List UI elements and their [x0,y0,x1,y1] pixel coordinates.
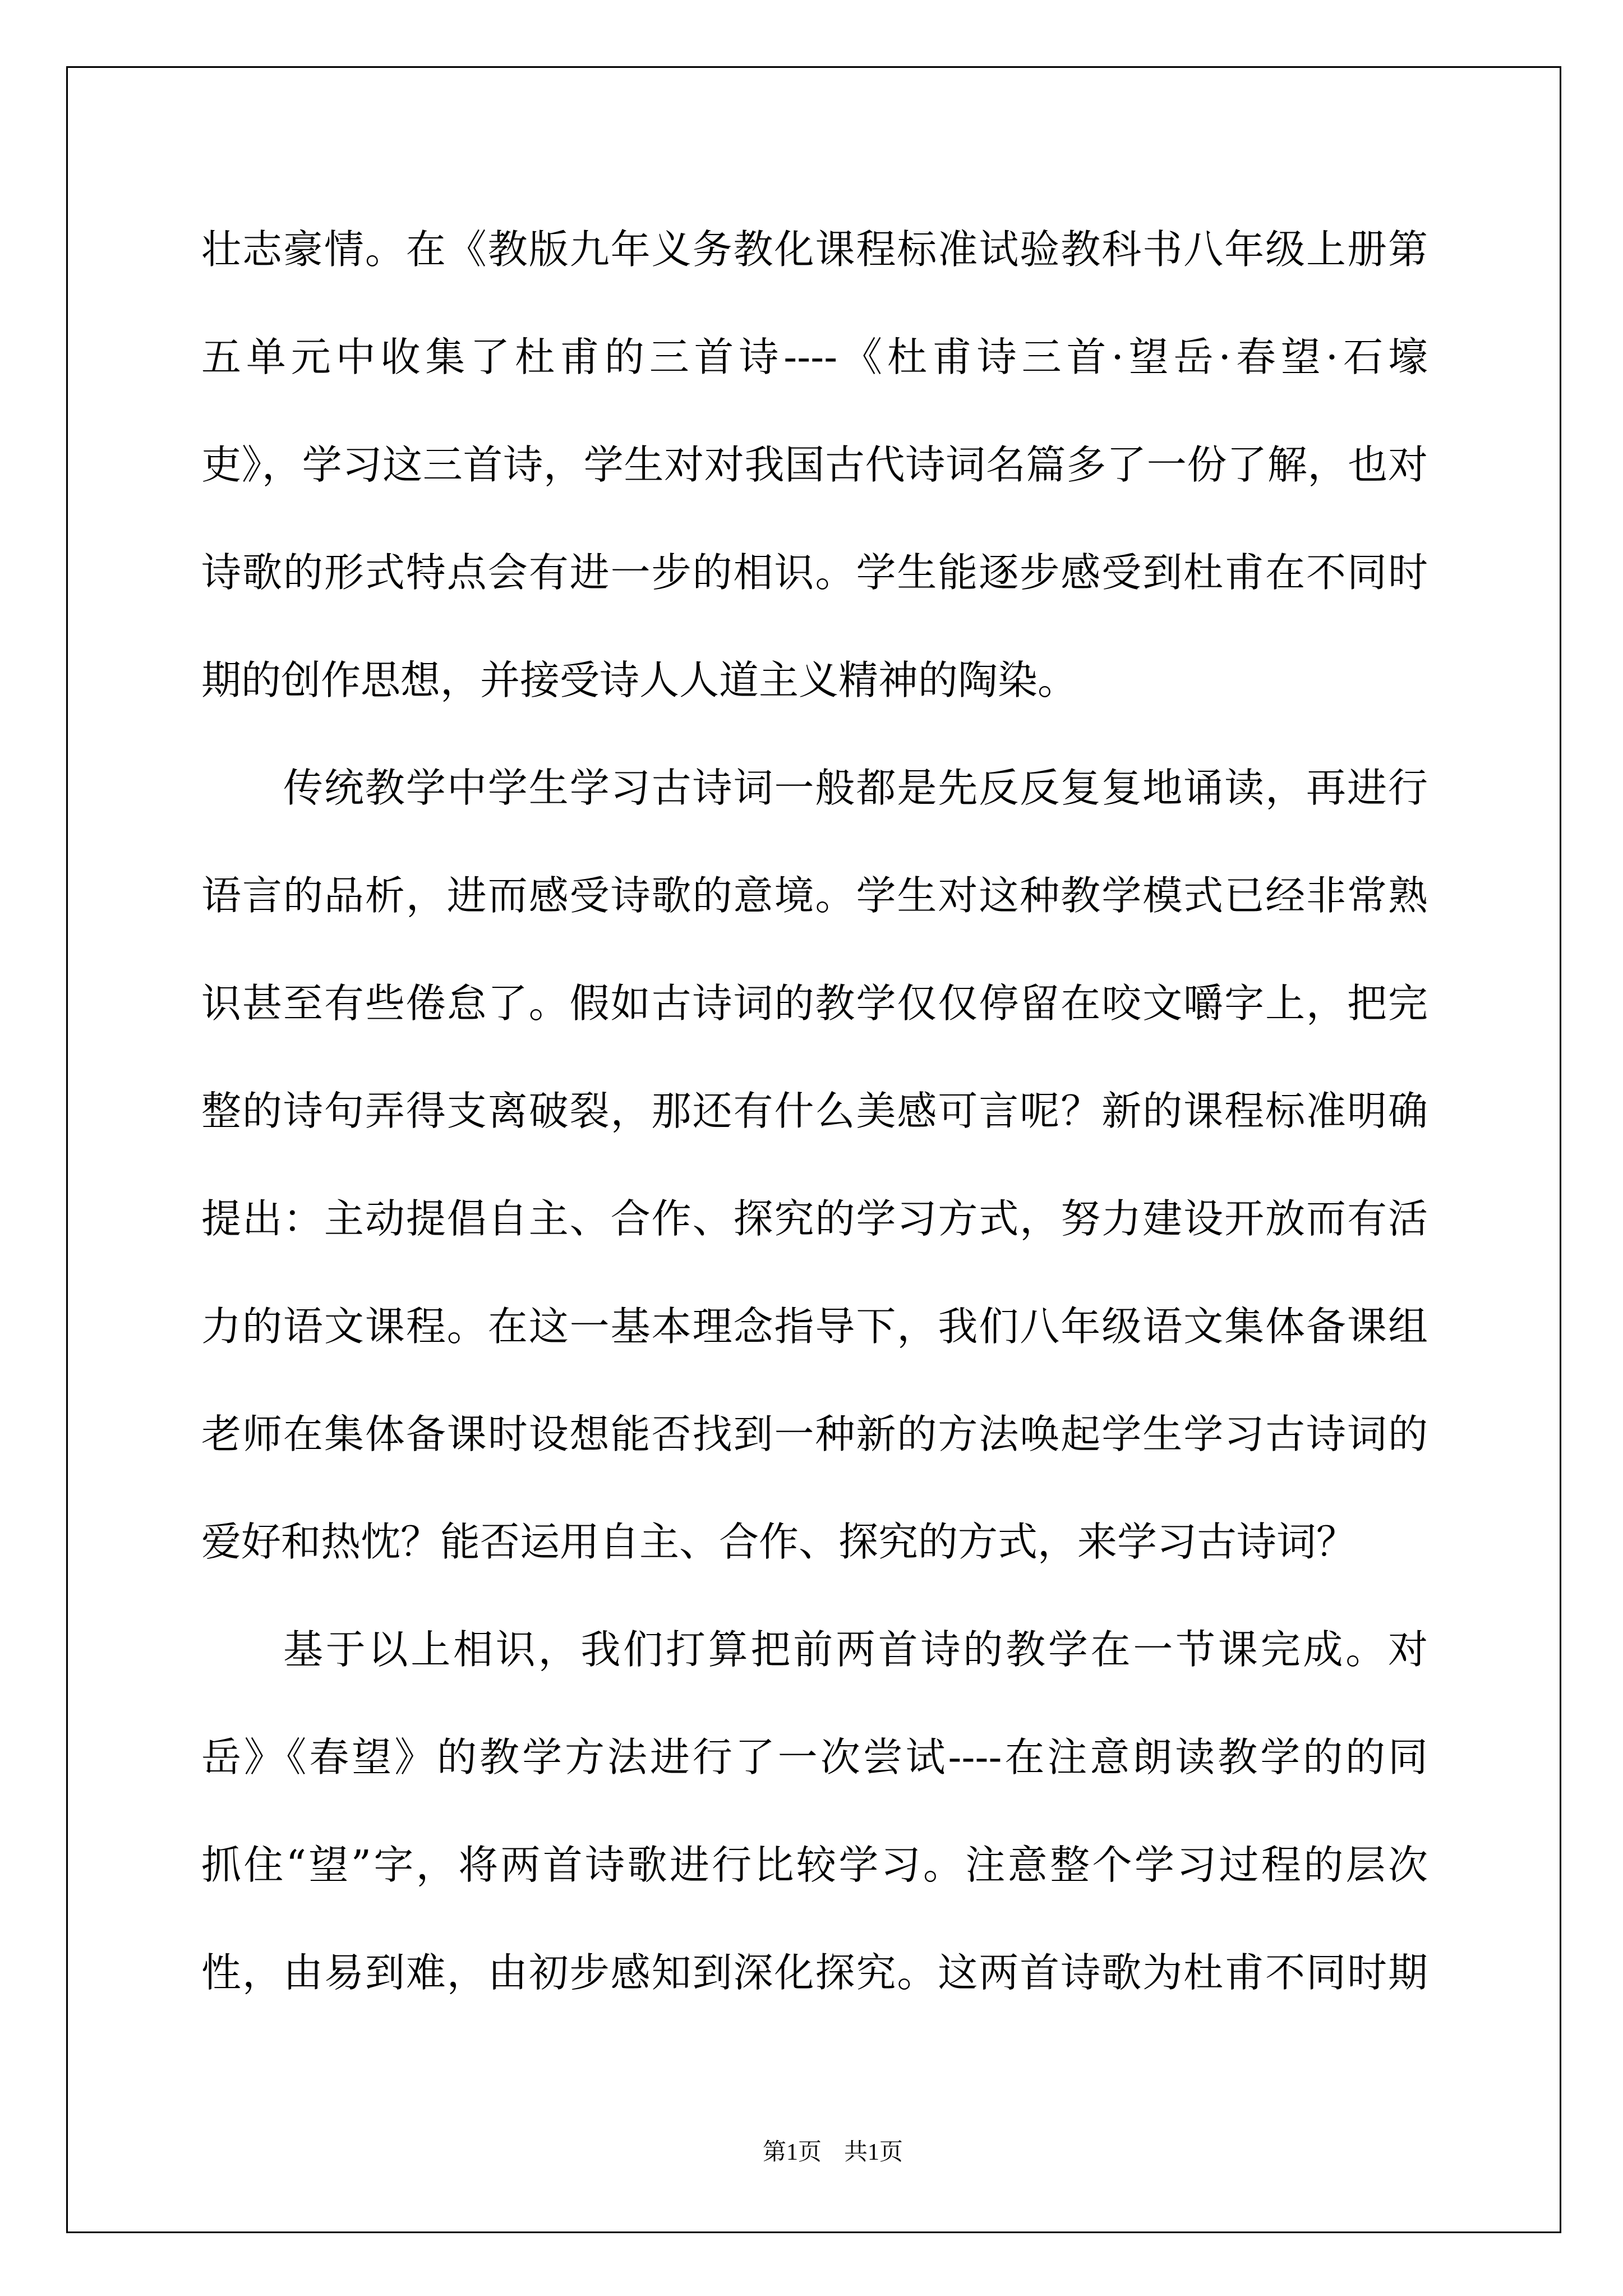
page-number: 第1页 [762,2139,822,2165]
paragraph [201,196,1428,734]
text-line: 岳》《春望》的教学方法进行了一次尝试----在注意朗读教学的的同 [201,1734,1428,1780]
page-footer [665,2136,1001,2169]
text-line: 语言的品析，进而感受诗歌的意境。学生对这种教学模式已经非常熟 [201,872,1428,919]
text-line: 基于以上相识，我们打算把前两首诗的教学在一节课完成。对 [283,1626,1428,1673]
text-line: 传统教学中学生学习古诗词一般都是先反反复复地诵读，再进行 [283,765,1428,811]
paragraph [201,1596,1428,2027]
text-line: 性，由易到难，由初步感知到深化探究。这两首诗歌为杜甫不同时期 [201,1949,1428,1996]
text-line: 壮志豪情。在《教版九年义务教化课程标准试验教科书八年级上册第 [201,226,1428,273]
text-line: 力的语文课程。在这一基本理念指导下，我们八年级语文集体备课组 [201,1303,1428,1350]
text-line: 识甚至有些倦怠了。假如古诗词的教学仅仅停留在咬文嚼字上，把完 [201,980,1428,1027]
text-line: 吏》，学习这三首诗，学生对对我国古代诗词名篇多了一份了解，也对 [201,441,1428,488]
text-line: 诗歌的形式特点会有进一步的相识。学生能逐步感受到杜甫在不同时 [201,549,1428,596]
text-line: 期的创作思想，并接受诗人人道主义精神的陶染。 [201,657,1078,703]
text-line: 五单元中收集了杜甫的三首诗----《杜甫诗三首·望岳·春望·石壕 [201,334,1428,380]
text-line: 爱好和热忱？能否运用自主、合作、探究的方式，来学习古诗词？ [201,1519,1357,1565]
text-line: 抓住“望”字，将两首诗歌进行比较学习。注意整个学习过程的层次 [201,1842,1428,1888]
paragraph [201,734,1428,1596]
text-line: 整的诗句弄得支离破裂，那还有什么美感可言呢？新的课程标准明确 [201,1088,1428,1134]
page-total: 共1页 [844,2139,903,2165]
text-line: 提出：主动提倡自主、合作、探究的学习方式，努力建设开放而有活 [201,1195,1428,1242]
text-line: 老师在集体备课时设想能否找到一种新的方法唤起学生学习古诗词的 [201,1411,1428,1457]
body-text [201,196,1428,2027]
